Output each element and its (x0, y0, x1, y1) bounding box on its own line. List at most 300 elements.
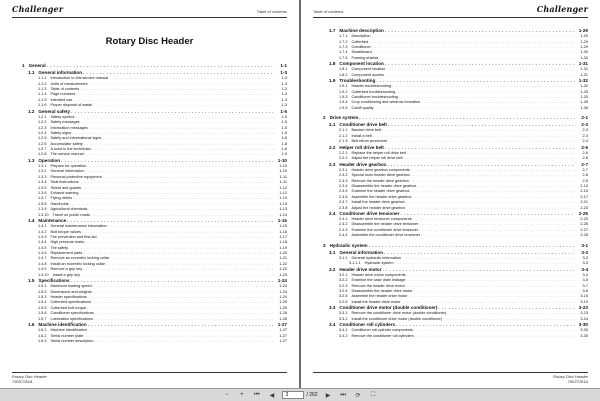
toc-entry[interactable] (22, 62, 287, 70)
toc-entry-number: 1.5.5 (38, 305, 47, 310)
toc-entry-title: General (28, 63, 46, 68)
toc-entry-number: 1.9.3 (339, 95, 348, 100)
toc-entry-page: 2-8 (582, 173, 588, 178)
toc-entry-title: Prepare for operation (50, 164, 87, 169)
toc-entry-page: 2-6 (582, 156, 588, 161)
toc-entry-number: 3.4.2 (339, 333, 348, 338)
toc-entry-page: 3-30 (580, 333, 588, 338)
toc-entry-number: 1.9 (329, 78, 336, 84)
toc-entry-number: 1.3.4 (38, 180, 47, 185)
toc-entry-page: 1-11 (279, 180, 287, 185)
toc-entry-page: 1-25 (279, 300, 287, 305)
toc-entry-page: 1-20 (279, 251, 287, 256)
toc-entry-number: 2.3.7 (339, 200, 348, 205)
toc-entry-title: Travel on public roads (52, 212, 90, 217)
rotate-icon[interactable]: ⟳ (355, 392, 361, 399)
footer-doc-number: 79037281A (567, 379, 588, 384)
toc-entry-page: 1-13 (279, 196, 287, 201)
toc-entry-title: General hydraulic information (351, 255, 402, 260)
toc-entry-number: 2.3.8 (339, 205, 348, 210)
toc-entry-page: 2-26 (580, 222, 588, 227)
toc-entry-title: Header troubleshooting (351, 84, 391, 89)
toc-entry-title: Flying debris (50, 196, 72, 201)
toc-entry-title: Adjust the header drive gearbox (351, 205, 406, 210)
toc-entry-page: 1-30 (580, 50, 588, 55)
toc-entry-page: 2-7 (582, 167, 588, 172)
toc-entry-number: 1.2.3 (38, 125, 47, 130)
toc-entry-title: Safety symbol (50, 114, 75, 119)
toc-entry-number: 1.5 (28, 278, 35, 284)
document-title: Rotary Disc Header (105, 36, 194, 47)
right-page-header (313, 4, 588, 18)
left-page-footer (12, 372, 287, 384)
toc-entry-title: Install the conditioner drive motor (double conditioner) (351, 316, 442, 321)
toc-entry-number: 1.2.2 (38, 120, 47, 125)
toc-entry-page: 1-8 (281, 147, 287, 152)
toc-entry-page: 3-4 (581, 266, 588, 272)
toc-entry-title: Header specifications (50, 295, 87, 299)
toc-entry-title: Handholds (50, 201, 69, 206)
toc-entry-number: 1.5.2 (38, 289, 47, 294)
toc-entry-page: 1-17 (279, 234, 287, 239)
toc-entry-page: 1-23 (279, 272, 287, 277)
toc-entry-title: Disassemble the header drive tensioner (351, 222, 419, 227)
toc-entry-title: Hydraulic system (364, 261, 394, 266)
toc-entry-title: Conditioner (351, 44, 371, 49)
toc-entry-number: 1.9.5 (339, 105, 348, 110)
right-page-footer (313, 372, 588, 384)
toc-entry-title: Banded drive belt (351, 128, 382, 133)
toc-entry-title: Lubrication specifications (50, 316, 93, 321)
toc-entry-title: Install a grip key (52, 272, 80, 277)
toc-entry-number: 1.7.1 (339, 34, 348, 39)
toc-entry-page: 1-18 (279, 240, 287, 245)
toc-entry-number: 2.2.1 (339, 150, 348, 155)
toc-entry-page: 1-5 (280, 108, 287, 114)
toc-entry-title: Conditioner drive belt (339, 122, 387, 128)
toc-entry-title: Agricultural chemicals (50, 207, 88, 212)
toc-entry-page: 1-3 (281, 76, 287, 81)
toc-entry-title: Tire safety (50, 245, 69, 250)
toc-entry-number: 2.1.1 (339, 128, 348, 133)
toc-entry-page: 3-8 (582, 288, 588, 293)
toc-entry-page: 1-9 (281, 152, 287, 157)
toc-entry-number: 1.9.1 (339, 84, 348, 89)
toc-entry-page: 1-36 (580, 105, 588, 110)
toc-entry-page: 1-3 (281, 92, 287, 97)
toc-entry-title: Replace the helper roll drive belt (351, 150, 406, 155)
toc-entry-number: 2.4 (329, 210, 336, 216)
toc-entry-number: 2.4.1 (339, 217, 348, 222)
toc-entry-title: Cutterbed troubleshooting (351, 89, 396, 94)
toc-entry-number: 1.2.1 (38, 114, 47, 119)
toc-entry-page: 2-21 (580, 200, 588, 205)
toc-entry-number: 2.2 (329, 144, 336, 150)
toc-entry-number: 2.3.5 (339, 189, 348, 194)
toc-entry-title: Install an eccentric locking collar (50, 261, 105, 266)
toc-entry-number: 3.3.1 (339, 311, 348, 316)
toc-entry-title: Fire prevention and first aid (50, 234, 97, 239)
toc-entry-number: 3.3.2 (339, 316, 348, 321)
toc-entry-page: 1-29 (580, 44, 588, 49)
toc-entry-number: 1.5.7 (38, 316, 47, 321)
toc-entry-number: 1.7.2 (339, 39, 348, 44)
toc-entry-title: Serial number description (50, 338, 94, 343)
footer-doc-name: Rotary Disc Header (12, 374, 47, 379)
toc-entry-title: Conditioner troubleshooting (351, 95, 398, 100)
toc-entry-page: 1-3 (281, 81, 287, 86)
toc-entry-title: Forming shields (351, 55, 379, 60)
toc-entry-number: 3.2.2 (339, 278, 348, 283)
toc-entry-page: 1-6 (281, 136, 287, 141)
dot-leader (47, 62, 274, 70)
toc-entry[interactable] (323, 334, 588, 339)
toc-entry-page: 1-21 (279, 256, 287, 261)
toc-entry-title: Helper roll drive belt (339, 144, 384, 150)
toc-entry-number: 1.9.2 (339, 89, 348, 94)
toc-entry-page: 1-5 (281, 114, 287, 119)
toc-entry-number: 1 (22, 63, 25, 68)
toc-entry-page: 1-24 (279, 295, 287, 299)
toc-entry-label (339, 106, 576, 111)
left-toc (22, 62, 287, 344)
right-page (301, 0, 600, 388)
toc-entry-number: 3.2.1 (339, 272, 348, 277)
toc-entry-page: 3-5 (582, 278, 588, 283)
toc-entry-title: Accumulator safety (50, 141, 83, 146)
toc-entry-title: Conditioner roll cylinders (339, 322, 396, 328)
prev-page-icon[interactable]: ◀ (269, 392, 275, 399)
toc-entry-title: Install the header drive gearbox (351, 200, 405, 205)
toc-entry-title: Machine description (339, 28, 384, 33)
toc-entry-title: Replacement parts (50, 251, 83, 256)
toc-entry-title: Examine the header drive gearbox (351, 189, 410, 194)
toc-entry-title: Crop conditioning and windrow formation (351, 100, 421, 105)
toc-entry-page: 1-24 (279, 289, 287, 294)
toc-entry-number: 1.3.2 (38, 169, 47, 174)
toc-entry-page: 2-25 (580, 217, 588, 222)
toc-entry-page: 1-29 (578, 28, 588, 33)
toc-entry-number: 1.6.3 (38, 338, 47, 343)
toc-entry-title: Drive system (329, 115, 359, 121)
toc-entry-number: 2.1 (329, 122, 336, 128)
toc-entry-title: Remove the conditioner drive motor (double conditioner) (351, 311, 447, 316)
last-page-icon[interactable]: ⏭ (340, 391, 346, 398)
footer-doc-number: 79037281A (12, 379, 33, 384)
toc-entry-page: 1-24 (277, 278, 287, 284)
toc-entry-label (38, 339, 275, 344)
toc-entry-title: Serial number plate (50, 333, 84, 338)
toc-entry-number: 2.2.2 (339, 156, 348, 161)
toc-entry[interactable] (22, 339, 287, 344)
toc-entry-page: 1-5 (281, 130, 287, 135)
toc-entry-page: 3-4 (582, 272, 588, 277)
toc-entry-number: 3.1.1.1 (349, 261, 361, 266)
first-page-icon[interactable]: ⏮ (254, 391, 260, 398)
toc-entry-label (339, 334, 576, 339)
toc-entry-title: Cutterbed specifications (50, 300, 91, 305)
toc-entry-page: 1-16 (279, 229, 287, 234)
toc-entry-number: 1.4.1 (38, 224, 47, 229)
toc-entry-title: Safety messages (50, 120, 80, 125)
toc-entry-page: 3-24 (580, 316, 588, 321)
toc-entry-number: 3.2.6 (339, 299, 348, 304)
toc-entry-page: 1-26 (279, 316, 287, 321)
toc-entry-title: Information messages (50, 125, 88, 130)
toc-entry-page: 3-3 (582, 261, 588, 266)
toc-entry[interactable] (323, 114, 588, 122)
toc-entry-number: 2.3.6 (339, 194, 348, 199)
toc-entry-number: 1.3.8 (38, 201, 47, 206)
toc-entry-page: 1-12 (279, 185, 287, 190)
toc-entry-title: The service manual (50, 152, 84, 157)
toc-entry-number: 1.4.2 (38, 229, 47, 234)
toc-entry-page: 1-22 (279, 261, 287, 266)
toc-entry-number: 1.4 (28, 217, 35, 223)
zoom-out-icon[interactable]: − (225, 392, 229, 398)
brand-logo: Challenger (12, 4, 64, 14)
toc-entry-title: Units of measurement (50, 81, 88, 86)
toc-entry-page: 2-28 (580, 233, 588, 238)
toc-entry-number: 1.1.2 (38, 81, 47, 86)
toc-entry-title: Header drive gearbox components (351, 167, 410, 172)
toc-entry-number: 2.3.4 (339, 183, 348, 188)
toc-entry-title: Disassemble the header drive gearbox (351, 183, 417, 188)
toc-entry-title: Conditioner drive tensioner (339, 210, 400, 216)
toc-entry[interactable] (323, 106, 588, 111)
toc-entry-title: Table of contents (50, 86, 80, 91)
viewer-toolbar (0, 388, 600, 401)
toc-entry-number: 1.2.4 (38, 130, 47, 135)
toc-entry-page: 1-29 (580, 39, 588, 44)
toc-entry-page: 1-26 (279, 311, 287, 316)
toc-entry-title: General safety (38, 108, 71, 114)
toc-entry-page: 1-13 (279, 207, 287, 212)
toc-entry-page: 1-11 (279, 174, 287, 179)
toc-entry-page: 1-31 (580, 72, 588, 77)
toc-entry-number: 1.3.10 (38, 212, 49, 217)
dot-leader (421, 233, 575, 238)
toc-entry-number: 1.7.4 (339, 50, 348, 55)
toc-entry-number: 3.2 (329, 266, 336, 272)
toc-entry-title: Remove the header drive motor (351, 283, 405, 288)
toc-entry-page: 2-23 (580, 205, 588, 210)
dot-leader (369, 242, 575, 250)
toc-entry-title: Cutterbed (351, 39, 369, 44)
toc-entry-number: 2.4.2 (339, 222, 348, 227)
toc-entry-label (323, 242, 576, 250)
toc-entry-number: 1.8 (329, 61, 336, 67)
toc-entry-number: 1.4.4 (38, 240, 47, 245)
toc-entry-page: 1-10 (279, 164, 287, 169)
toc-entry-title: Remove the conditioner roll cylinders (351, 333, 414, 338)
toc-entry-number: 1.4.8 (38, 261, 47, 266)
page-number-input[interactable]: 3 (282, 391, 304, 399)
toc-entry-number: 1.3 (28, 157, 35, 163)
toc-entry[interactable] (323, 233, 588, 238)
toc-entry-title: Component location (339, 61, 384, 67)
toc-entry-number: 1.4.7 (38, 256, 47, 261)
toc-entry-number: 1.3.6 (38, 190, 47, 195)
toc-entry-title: Adjust the helper roll drive belt (351, 156, 403, 161)
toc-entry-title: Safety signs (50, 130, 72, 135)
toc-entry-title: Component access (351, 72, 384, 77)
toc-entry-title: Introduction to this service manual (50, 76, 109, 81)
toc-entry-page: 3-7 (582, 283, 588, 288)
toc-entry-page: 1-31 (580, 67, 588, 72)
toc-entry-number: 1.4.3 (38, 234, 47, 239)
toc-entry-title: Swathboard (351, 50, 372, 55)
toc-entry-number: 1.3.1 (38, 164, 47, 169)
toc-entry-title: Proper disposal of waste (50, 103, 93, 108)
toc-entry-page: 2-7 (581, 161, 588, 167)
toc-entry-title: Dimensions and weights (50, 289, 92, 294)
toc-entry-title: Remove a grip key (50, 267, 83, 272)
toc-entry-page: 1-27 (277, 321, 287, 327)
toc-entry-page: 2-6 (582, 150, 588, 155)
toc-entry-title: Shield and guards (50, 185, 82, 190)
toc-entry-title: Troubleshooting (339, 78, 376, 84)
toc-entry-title: Intended use (50, 97, 73, 102)
toc-entry-number: 1.3.3 (38, 174, 47, 179)
toc-entry-title: Operation (38, 157, 61, 163)
toc-entry-page: 1-27 (279, 328, 287, 333)
footer-doc-name: Rotary Disc Header (553, 374, 588, 379)
toc-entry-title: Examine the conditioner drive tensioner (351, 227, 419, 232)
toc-entry-page: 1-3 (281, 97, 287, 102)
toc-entry-label (22, 62, 275, 70)
toc-entry-number: 2.3 (329, 161, 336, 167)
toc-entry-page: 2-27 (580, 227, 588, 232)
toc-entry-title: Remove an eccentric locking collar (50, 256, 110, 261)
header-section-label: Table of contents (313, 9, 344, 14)
toc-entry-page: 2-10 (580, 183, 588, 188)
toc-entry-page: 1-5 (281, 120, 287, 125)
toc-entry-page: 3-3 (582, 255, 588, 260)
toc-entry-title: Install the header drive motor (351, 299, 401, 304)
toc-entry-page: 2-9 (582, 178, 588, 183)
toc-entry-page: 1-3 (280, 70, 287, 75)
toc-entry-title: Maintenance (38, 217, 67, 223)
toc-entry-number: 1.8.2 (339, 72, 348, 77)
toc-entry-number: 1.4.9 (38, 267, 47, 272)
toc-entry-number: 1.2.6 (38, 141, 47, 146)
toc-entry-title: Assemble the conditioner drive tensioner (351, 233, 421, 238)
toc-entry-number: 2 (323, 115, 326, 121)
toc-entry-page: 1-8 (281, 141, 287, 146)
toc-entry-title: Header drive gearbox (339, 161, 387, 167)
toc-entry-label (339, 233, 576, 238)
page-total: / 262 (306, 392, 318, 398)
toc-entry-number: 1.3.5 (38, 185, 47, 190)
toc-entry-page: 1-3 (281, 86, 287, 91)
toc-entry-title: High pressure leaks (50, 240, 85, 245)
toc-entry-title: Page numbers (50, 92, 76, 97)
right-toc (323, 28, 588, 339)
toc-entry-page: 1-3 (281, 103, 287, 108)
toc-entry-page: 3-30 (580, 328, 588, 333)
toc-entry-page: 2-6 (581, 144, 588, 150)
toc-entry-number: 1.1.4 (38, 92, 47, 97)
toc-entry-title: Machine identification (38, 321, 87, 327)
toc-entry-number: 3.1.1 (339, 255, 348, 260)
toc-entry-number: 3 (323, 242, 326, 248)
toc-entry-page: 2-25 (578, 210, 588, 216)
toc-entry-title: Personal protective equipment (50, 174, 102, 179)
dot-leader (359, 114, 575, 122)
toc-entry-page: 1-32 (580, 84, 588, 89)
toc-entry-page: 3-1 (581, 242, 588, 248)
toc-entry-number: 3.4.1 (339, 328, 348, 333)
toc-entry-number: 1.6.2 (38, 333, 47, 338)
toc-entry-title: Remove the header drive gearbox (351, 178, 409, 183)
toc-entry-number: 3.2.5 (339, 294, 348, 299)
toc-entry[interactable] (323, 242, 588, 250)
toc-entry-page: 1-32 (578, 78, 588, 84)
toc-entry-number: 1.2.8 (38, 152, 47, 157)
zoom-in-icon[interactable]: + (240, 392, 244, 398)
toc-entry-number: 1.5.3 (38, 295, 47, 299)
toc-entry-number: 1.1.3 (38, 86, 47, 91)
toc-entry-page: 2-15 (580, 189, 588, 194)
toc-entry-number: 1.3.7 (38, 196, 47, 201)
toc-entry-number: 1.7.5 (339, 55, 348, 60)
toc-entry-page: 1-27 (279, 338, 287, 343)
toc-entry-page: 3-23 (578, 305, 588, 311)
header-section-label: Table of contents (256, 9, 287, 14)
toc-entry-title: Install a belt (351, 133, 372, 138)
toc-entry-title: General information (38, 70, 83, 75)
toc-entry-page: 3-19 (580, 299, 588, 304)
toc-entry-number: 2.3.1 (339, 167, 348, 172)
toc-entry-page: 1-10 (279, 169, 287, 174)
toc-entry-title: Cutterbed bolt torque (50, 305, 87, 310)
toc-entry-page: 2-4 (582, 139, 588, 144)
toc-entry-title: Assemble the header drive gearbox (351, 194, 412, 199)
toc-entry-number: 1.5.6 (38, 311, 47, 316)
left-page (0, 0, 299, 388)
toc-entry-page: 3-23 (580, 311, 588, 316)
fullscreen-icon[interactable]: ⛶ (370, 391, 376, 398)
toc-entry-title: General maintenance information (50, 224, 107, 229)
toc-entry-title: Assemble the header drive motor (351, 294, 408, 299)
toc-entry-title: Examine the case drain leakage (351, 278, 406, 283)
toc-entry-page: 1-14 (279, 212, 287, 217)
toc-entry-number: 3.4 (329, 322, 336, 328)
toc-entry-page: 3-30 (578, 322, 588, 328)
toc-entry-page: 1-30 (580, 55, 588, 60)
toc-entry-title: Specifications (38, 278, 70, 284)
next-page-icon[interactable]: ▶ (325, 392, 331, 399)
toc-entry-page: 2-3 (582, 133, 588, 138)
toc-entry-page: 1-13 (279, 201, 287, 206)
toc-entry-page: 1-5 (281, 125, 287, 130)
toc-entry-number: 1.7.3 (339, 44, 348, 49)
toc-entry-number: 1.4.5 (38, 245, 47, 250)
toc-entry-number: 1.8.1 (339, 67, 348, 72)
toc-entry-title: Header drive tensioner components (351, 217, 412, 222)
toc-entry-label (323, 114, 576, 122)
toc-entry-title: A word to the technician (50, 147, 91, 152)
toc-entry-number: 2.1.3 (339, 139, 348, 144)
toc-entry-number: 1.1.1 (38, 76, 47, 81)
toc-entry-page: 2-3 (581, 122, 588, 128)
toc-entry-number: 1.3.9 (38, 207, 47, 212)
toc-entry-number: 1.1 (28, 70, 35, 75)
dot-leader (375, 106, 575, 111)
toc-entry-title: Maximum loading speed (50, 284, 92, 289)
toc-entry-title: Hydraulic system (329, 242, 368, 248)
